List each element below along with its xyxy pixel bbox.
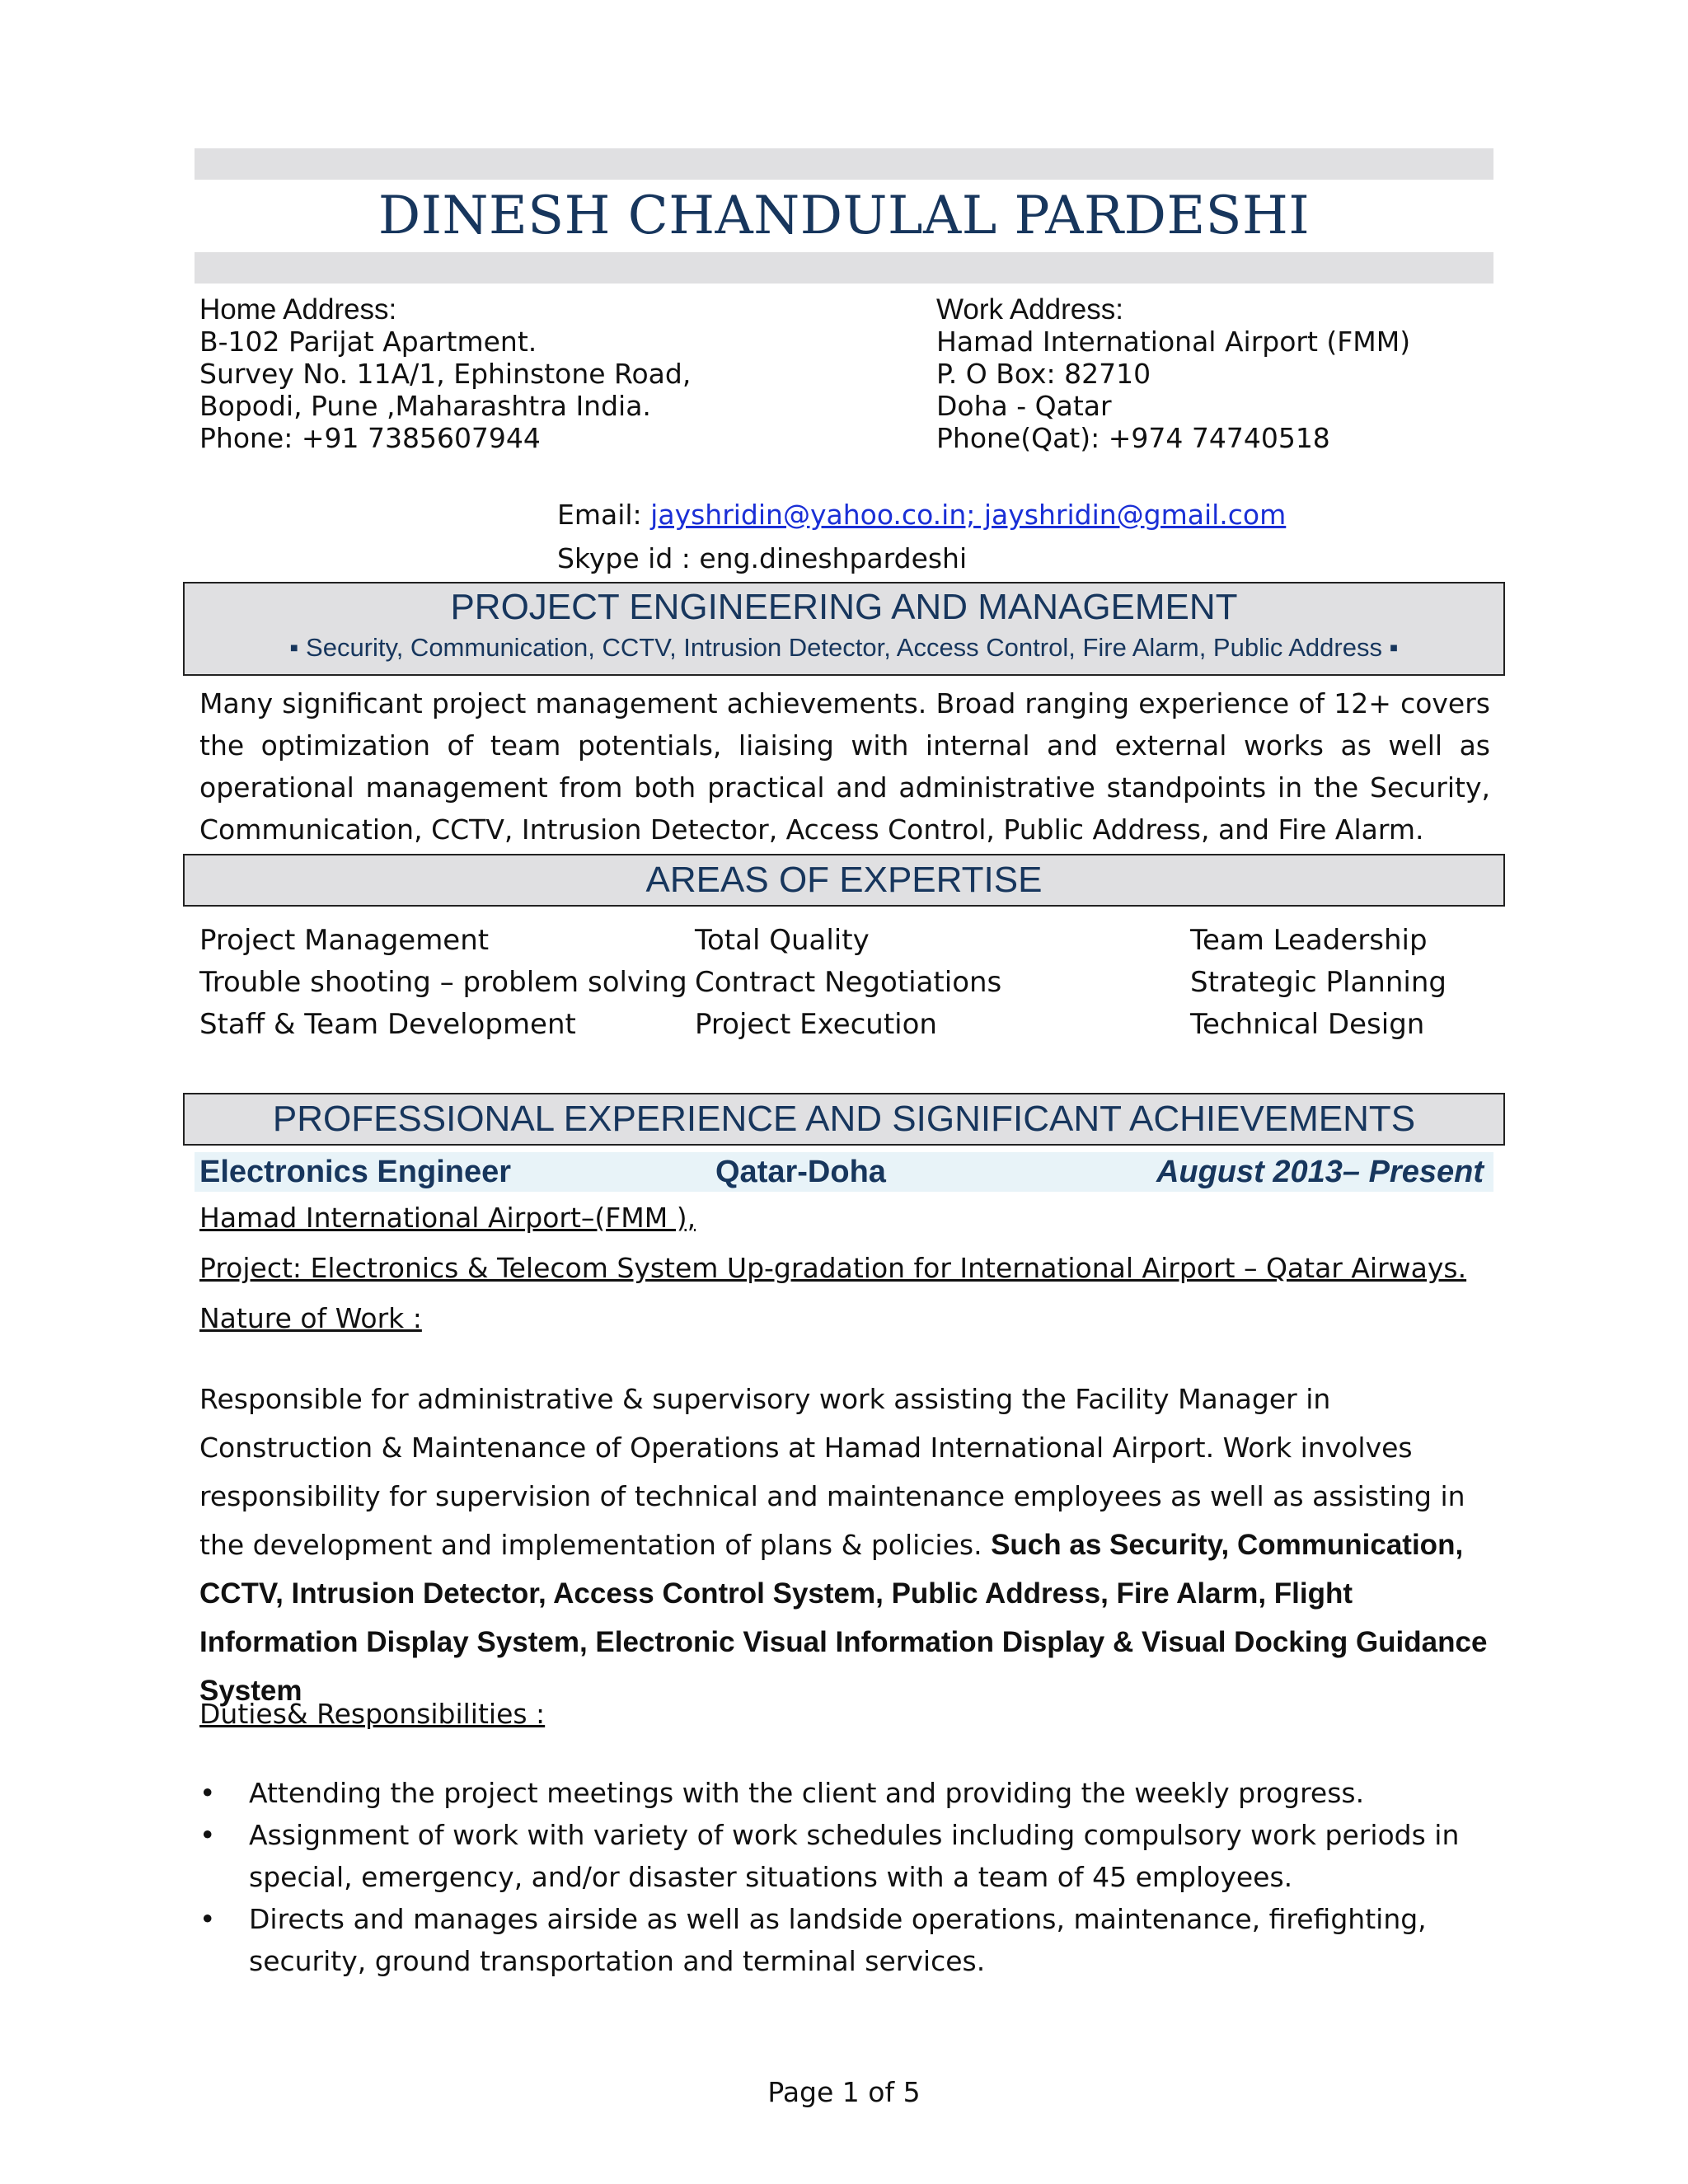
section-title: PROJECT ENGINEERING AND MANAGEMENT [450,587,1238,627]
page-number: Page 1 of 5 [767,2076,921,2108]
home-address-heading: Home Address: [199,293,397,326]
name-banner-bottom-bar [195,252,1493,284]
home-address-line: Survey No. 11A/1, Ephinstone Road, [199,358,692,390]
home-address-line: B-102 Parijat Apartment. [199,326,537,358]
duties-list [199,1772,1502,1982]
section-subtitle: ▪ Security, Communication, CCTV, Intrusion Detector, Access Control, Fire Alarm, Public Address ▪ [289,633,1399,662]
duties-heading: Duties& Responsibilities : [199,1698,546,1730]
expertise-column [1190,920,1447,1046]
section-professional-experience [183,1093,1505,1146]
expertise-column [199,920,687,1046]
expertise-item: Project Execution [695,1008,937,1041]
expertise-item: Staff & Team Development [199,1008,576,1041]
expertise-item: Contract Negotiations [695,966,1002,999]
section-project-engineering [183,582,1505,676]
expertise-item: Trouble shooting – problem solving [199,966,687,999]
nature-of-work-heading: Nature of Work : [199,1302,422,1334]
job-title: Electronics Engineer [199,1155,512,1189]
section-areas-of-expertise [183,854,1505,907]
summary-paragraph: Many significant project management achievements. Broad ranging experience of 12+ covers the optimization of team potentials, liaising with internal and external works as well as operational management from both practical and administrative standpoints in the Security, Communication, CCTV, Intrusion Detector, Access Control, Public Address, and Fire Alarm. [199,687,1490,846]
employer-name: Hamad International Airport–(FMM ), [199,1202,696,1234]
expertise-item: Strategic Planning [1190,966,1447,999]
list-item: • Attending the project meetings with the client and providing the weekly progress. [199,1772,1502,1814]
email-label: Email: [557,499,651,531]
expertise-item: Project Management [199,924,490,957]
work-address-line: P. O Box: 82710 [936,358,1151,390]
skype-id: Skype id : eng.dineshpardeshi [557,542,968,574]
work-address-line: Hamad International Airport (FMM) [936,326,1411,358]
work-address-heading: Work Address: [936,293,1123,326]
section-title: AREAS OF EXPERTISE [645,860,1043,900]
section-title: PROFESSIONAL EXPERIENCE AND SIGNIFICANT ACHIEVEMENTS [272,1099,1416,1139]
home-address [199,293,691,454]
expertise-column [695,920,1001,1046]
list-item: • Directs and manages airside as well as landside operations, maintenance, firefighting, security, ground transportation and terminal services. [199,1898,1502,1982]
expertise-item: Team Leadership [1190,924,1428,957]
project-name: Project: Electronics & Telecom System Up-gradation for International Airport – Qatar Airways. [199,1252,1467,1284]
work-phone: Phone(Qat): +974 74740518 [936,422,1330,454]
nature-of-work-systems: Such as Security, Communication, CCTV, Intrusion Detector, Access Control System, Public Address, Fire Alarm, Flight Information Display System, Electronic Visual Information Display & Visual Docking Guidance System [199,1529,1488,1707]
work-address-line: Doha - Qatar [936,390,1112,422]
name-banner-top-bar [195,148,1493,180]
expertise-item: Technical Design [1190,1008,1425,1041]
work-address [936,293,1410,454]
nature-of-work-text [199,1375,1502,1715]
home-phone: Phone: +91 7385607944 [199,422,541,454]
candidate-name: DINESH CHANDULAL PARDESHI [377,185,1311,246]
job-dates: August 2013– Present [1156,1155,1484,1189]
expertise-item: Total Quality [695,924,870,957]
email-line [557,499,1286,532]
job-location: Qatar-Doha [715,1155,886,1189]
home-address-line: Bopodi, Pune ,Maharashtra India. [199,390,651,422]
list-item: • Assignment of work with variety of work schedules including compulsory work periods in special, emergency, and/or disaster situations with a team of 45 employees. [199,1814,1502,1898]
nature-of-work-description: Responsible for administrative & supervisory work assisting the Facility Manager in Construction & Maintenance of Operations at Hamad International Airport. Work involves responsibility for supervision of technical and maintenance employees as well as assisting in the development and implementation of plans & policies. [199,1383,1465,1561]
email-link[interactable]: jayshridin@yahoo.co.in; jayshridin@gmail.com [650,499,1287,531]
